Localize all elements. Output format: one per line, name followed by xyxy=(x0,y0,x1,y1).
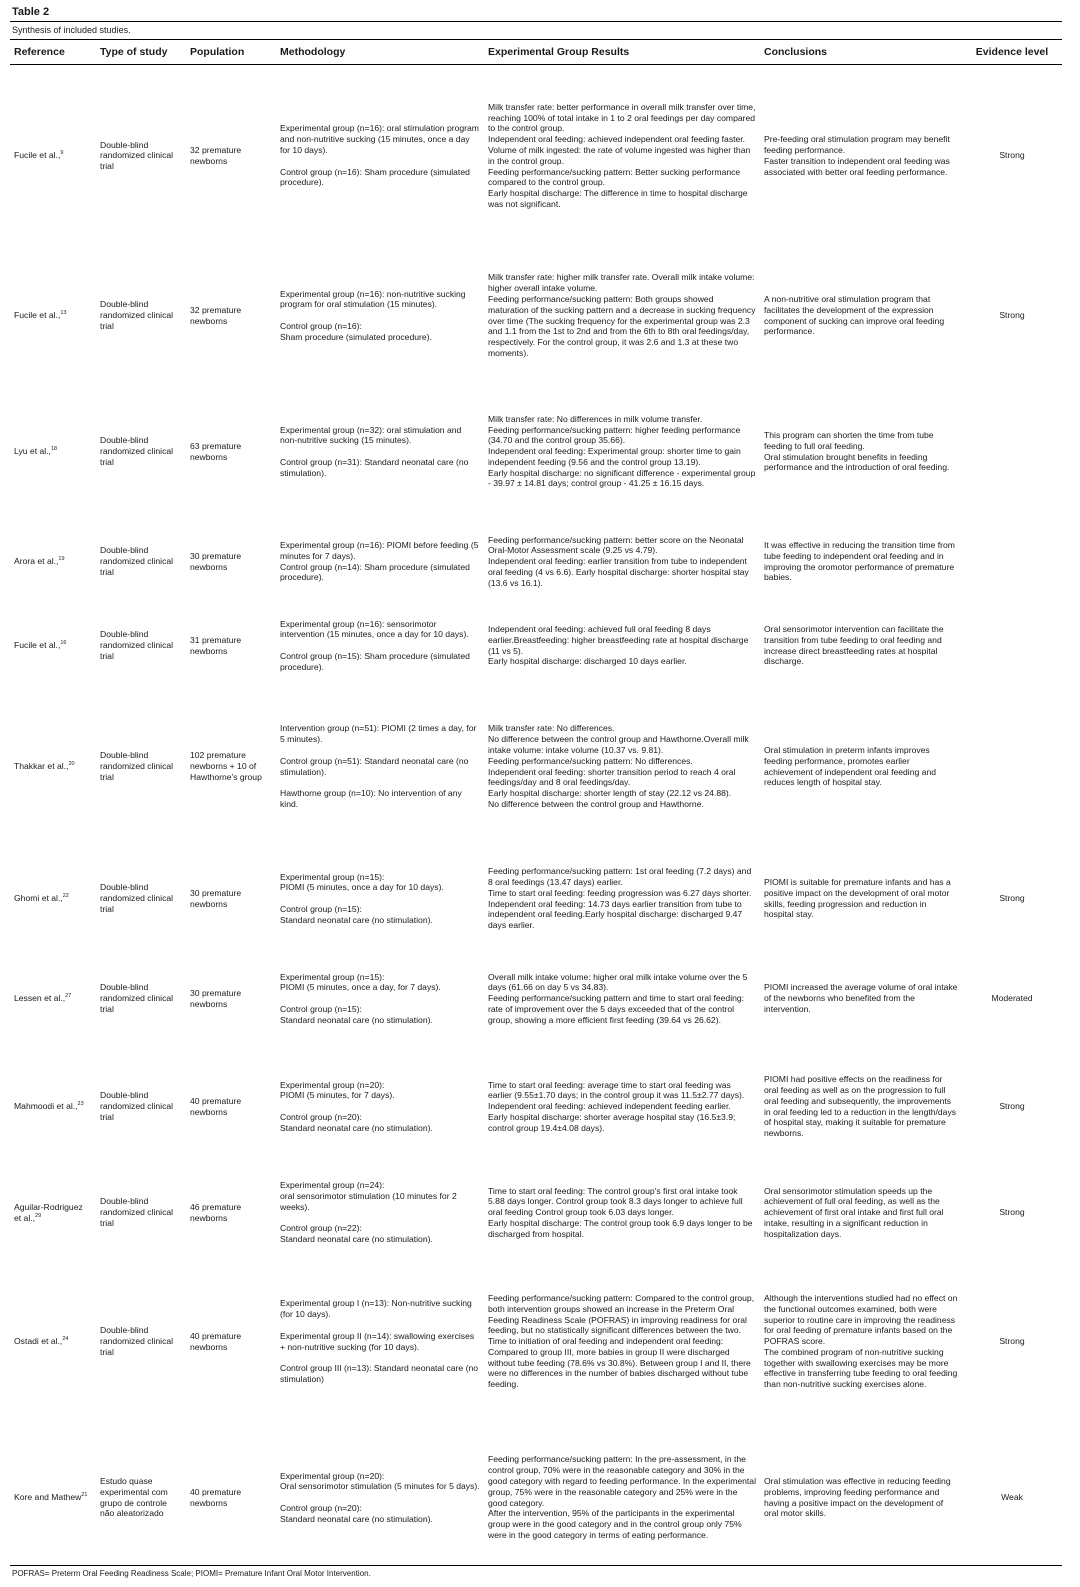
cell-paragraph: PIOMI (5 minutes, for 7 days). xyxy=(280,1090,395,1101)
cell-paragraph: 30 premature newborns xyxy=(190,987,242,1009)
cell-reference: Fucile et al.,$^9$ xyxy=(14,150,64,161)
citation-number: 20 xyxy=(68,761,75,768)
cell-paragraph xyxy=(280,1352,480,1363)
cell-paragraph: Double-blind randomized clinical trial xyxy=(100,435,174,467)
cell-paragraph: No difference between the control group and Hawthorne. xyxy=(488,798,704,809)
cell-paragraph: Experimental group (n=15): xyxy=(280,871,385,882)
cell-paragraph: Feeding performance/sucking pattern: Compared to the control group, both intervention groups showed an increase in the Preterm Oral Feeding Readiness Scale (POFRAS) in improving readiness for oral feeding, but no statistically significant differences between the two. xyxy=(488,1292,755,1336)
cell-paragraph xyxy=(280,156,480,167)
cell-paragraph: Early hospital discharge: The control group took 6.9 days longer to be discharged from hospital. xyxy=(488,1217,753,1239)
cell-population xyxy=(186,247,276,385)
cell-paragraph: Control group (n=15): xyxy=(280,1003,362,1014)
cell-population xyxy=(186,519,276,605)
cell-paragraph xyxy=(280,446,480,457)
cell-evidence-level: Strong xyxy=(999,1207,1025,1218)
citation-number: 29 xyxy=(35,1212,42,1219)
cell-paragraph: Independent oral feeding: achieved independent feeding earlier. xyxy=(488,1101,731,1112)
citation-number: 27 xyxy=(65,993,72,1000)
cell-methodology xyxy=(276,1425,484,1571)
cell-paragraph: Overall milk intake volume: higher oral milk intake volume over the 5 days (61.66 on day 5 vs 34.83). xyxy=(488,971,748,993)
cell-paragraph: Volume of milk ingested: the rate of volume ingested was higher than in the control group. xyxy=(488,144,751,166)
cell-results xyxy=(484,1167,760,1259)
cell-paragraph: A non-nutritive oral stimulation program that facilitates the development of the expression component of sucking can improve oral feeding performance. xyxy=(764,293,945,337)
header-methodology: Methodology xyxy=(276,40,484,65)
cell-paragraph: 40 premature newborns xyxy=(190,1095,242,1117)
table-caption: Synthesis of included studies. xyxy=(12,25,131,35)
cell-paragraph: The combined program of non-nutritive sucking together with swallowing exercises may be more effective in transferring tube feeding to oral feeding than non-nutritive sucking exercises alone. xyxy=(764,1346,958,1390)
cell-evidence-level: Strong xyxy=(999,893,1025,904)
cell-conclusions xyxy=(760,1425,962,1571)
cell-reference: Fucile et al.,$^{16}$ xyxy=(14,640,67,651)
synthesis-table xyxy=(10,40,1062,1571)
cell-paragraph: Feeding performance/sucking pattern and time to start oral feeding: rate of improvement over the 5 days exceeded that of the control group, showing a more efficient first feeding (39.64 vs 26.62). xyxy=(488,993,745,1025)
cell-paragraph: 31 premature newborns xyxy=(190,634,242,656)
cell-paragraph: Early hospital discharge: discharged 10 days earlier. xyxy=(488,656,687,667)
cell-paragraph: Experimental group (n=20): xyxy=(280,1470,385,1481)
cell-paragraph: PIOMI had positive effects on the readiness for oral feeding as well as on the progression to full oral feeding and subsequently, the improvements in oral feeding led to a reduction in the length/days of hospital stay, making it suitable for premature newborns. xyxy=(764,1074,957,1139)
cell-paragraph: Early hospital discharge: shorter length of stay (22.12 vs 24.88). xyxy=(488,788,732,799)
cell-paragraph: Independent oral feeding: Experimental group: shorter time to gain independent feeding (9.56 and the control group 13.19). xyxy=(488,446,741,467)
cell-paragraph: Experimental group (n=32): oral stimulation and non-nutritive sucking (15 minutes). xyxy=(280,424,462,446)
cell-paragraph: Experimental group (n=15): xyxy=(280,971,385,982)
cell-paragraph: Standard neonatal care (no stimulation). xyxy=(280,1014,433,1025)
citation-number: 18 xyxy=(50,446,58,453)
cell-methodology xyxy=(276,1259,484,1425)
cell-paragraph: Control group (n=16): xyxy=(280,320,362,331)
cell-paragraph: 102 premature newborns + 10 of Hawthorne's group xyxy=(190,750,262,782)
cell-methodology xyxy=(276,847,484,951)
cell-paragraph xyxy=(280,1492,480,1503)
cell-evidence-level: Strong xyxy=(999,150,1025,161)
cell-methodology xyxy=(276,605,484,687)
cell-paragraph: PIOMI increased the average volume of oral intake of the newborns who benefited from the intervention. xyxy=(764,982,958,1014)
cell-type-of-study xyxy=(96,519,186,605)
cell-population xyxy=(186,951,276,1047)
cell-reference: Lyu et al.,$^{18}$ xyxy=(14,446,58,457)
header-conclusions: Conclusions xyxy=(760,40,962,65)
cell-population xyxy=(186,1167,276,1259)
cell-paragraph: Experimental group (n=20): xyxy=(280,1079,385,1090)
cell-paragraph: Feeding performance/sucking pattern: higher feeding performance (34.70 and the control group 35.66). xyxy=(488,424,741,446)
footnote: POFRAS= Preterm Oral Feeding Readiness Scale; PIOMI= Premature Infant Oral Motor Intervention. xyxy=(12,1569,371,1578)
cell-results xyxy=(484,247,760,385)
cell-paragraph: Feeding performance/sucking pattern: In the pre-assessment, in the control group, 70% were in the reasonable category and 30% in the good category with regard to feeding performance. In the experimental group, 75% were in the reasonable category and 25% were in the good category. xyxy=(488,1454,756,1508)
cell-paragraph: Milk transfer rate: higher milk transfer rate. Overall milk intake volume: higher overall intake volume. xyxy=(488,272,755,294)
cell-paragraph: It was effective in reducing the transition time from tube feeding to independent oral feeding and in improving the oromotor performance of premature babies. xyxy=(764,539,955,583)
cell-paragraph: 30 premature newborns xyxy=(190,550,242,572)
cell-results xyxy=(484,519,760,605)
cell-paragraph: Double-blind randomized clinical trial xyxy=(100,139,174,172)
cell-conclusions xyxy=(760,385,962,519)
cell-paragraph: PIOMI (5 minutes, once a day, for 7 days). xyxy=(280,982,441,993)
cell-paragraph xyxy=(280,310,480,321)
cell-paragraph: Control group (n=31): Standard neonatal care (no stimulation). xyxy=(280,456,469,478)
cell-paragraph: Faster transition to independent oral feeding was associated with better oral feeding performance. xyxy=(764,155,950,177)
cell-paragraph: Control group (n=20): xyxy=(280,1111,362,1122)
cell-paragraph xyxy=(280,993,480,1004)
cell-reference: Mahmoodi et al.,$^{23}$ xyxy=(14,1101,84,1112)
header-reference: Reference xyxy=(10,40,96,65)
cell-paragraph: Control group III (n=13): Standard neonatal care (no stimulation) xyxy=(280,1363,479,1384)
cell-conclusions xyxy=(760,1047,962,1167)
table-row xyxy=(10,519,1062,605)
cell-reference: Fucile et al.,$^{13}$ xyxy=(14,310,67,321)
cell-paragraph: Double-blind randomized clinical trial xyxy=(100,299,174,331)
citation-number: 22 xyxy=(62,893,69,900)
top-rule xyxy=(10,21,1062,22)
cell-paragraph: Control group (n=15): xyxy=(280,903,362,914)
cell-evidence-level: Weak xyxy=(1001,1492,1023,1503)
cell-conclusions xyxy=(760,65,962,247)
cell-paragraph: Oral stimulation brought benefits in feeding performance and the introduction of oral feeding. xyxy=(764,451,950,473)
header-population: Population xyxy=(186,40,276,65)
cell-paragraph: 40 premature newborns xyxy=(190,1486,242,1508)
cell-results xyxy=(484,65,760,247)
citation-number: 21 xyxy=(81,1492,88,1499)
cell-paragraph: Independent oral feeding: earlier transition from tube to independent oral feeding (4 vs 6.6). Early hospital discharge: shorter hospital stay (13.6 vs 16.1). xyxy=(488,556,749,588)
cell-conclusions xyxy=(760,951,962,1047)
cell-evidence-level xyxy=(962,519,1062,605)
cell-paragraph: Independent oral feeding: 14.73 days earlier transition from tube to independent oral feeding.Early hospital discharge: discharged 9.47 days earlier. xyxy=(488,898,743,931)
cell-conclusions xyxy=(760,1167,962,1259)
cell-paragraph: Standard neonatal care (no stimulation). xyxy=(280,914,433,925)
cell-paragraph: Time to initiation of oral feeding and independent oral feeding: Compared to group III, more babies in group II were discharged without tube feeding (78.6% vs 30.8%). Between group I and II, there were no differences in the number of babies discharged without tube feeding. xyxy=(488,1336,751,1390)
cell-reference: Thakkar et al.,$^{20}$ xyxy=(14,761,75,772)
cell-evidence-level: Strong xyxy=(999,1336,1025,1347)
cell-methodology xyxy=(276,1047,484,1167)
cell-paragraph: Oral sensorimotor stimulation (5 minutes for 5 days). xyxy=(280,1481,480,1492)
cell-paragraph: Standard neonatal care (no stimulation). xyxy=(280,1122,433,1133)
table-row xyxy=(10,385,1062,519)
cell-paragraph: 32 premature newborns xyxy=(190,304,242,326)
header-evidence-level: Evidence level xyxy=(962,40,1062,65)
header-type-of-study: Type of study xyxy=(96,40,186,65)
cell-type-of-study xyxy=(96,1047,186,1167)
cell-paragraph: Sham procedure (simulated procedure). xyxy=(280,331,432,342)
cell-paragraph: Time to start oral feeding: The control group's first oral intake took 5.88 days longer. Control group took 8.3 days longer to achieve full oral feeding Control group took 6.03 days longer. xyxy=(488,1185,743,1218)
cell-paragraph: Experimental group (n=16): PIOMI before feeding (5 minutes for 7 days). xyxy=(280,539,479,561)
cell-paragraph: Standard neonatal care (no stimulation). xyxy=(280,1513,433,1524)
table-row xyxy=(10,1167,1062,1259)
cell-paragraph: Experimental group (n=24): xyxy=(280,1180,385,1191)
cell-reference: Aguilar-Rodriguez et al.,$^{29}$ xyxy=(14,1201,83,1223)
cell-methodology xyxy=(276,519,484,605)
cell-reference: Kore and Mathew$^{21}$ xyxy=(14,1492,88,1503)
cell-paragraph: oral sensorimotor stimulation (10 minutes for 2 weeks). xyxy=(280,1190,457,1212)
cell-paragraph: Although the interventions studied had no effect on the functional outcomes examined, both were superior to routine care in improving the readiness for oral feeding of premature infants based on the POFRAS score. xyxy=(764,1292,958,1347)
cell-paragraph: Control group (n=51): Standard neonatal care (no stimulation). xyxy=(280,755,469,777)
cell-paragraph: Early hospital discharge: The difference in time to hospital discharge was not significant. xyxy=(488,188,748,209)
cell-paragraph xyxy=(280,745,480,756)
cell-paragraph: Early hospital discharge: no significant difference - experimental group - 39.97 ± 14.81 days; control group - 41.25 ± 16.15 days. xyxy=(488,467,756,489)
table-row xyxy=(10,951,1062,1047)
cell-paragraph: Pre-feeding oral stimulation program may benefit feeding performance. xyxy=(764,134,950,155)
table-row xyxy=(10,1425,1062,1571)
cell-results xyxy=(484,687,760,847)
cell-conclusions xyxy=(760,1259,962,1425)
table-body xyxy=(10,65,1062,1571)
cell-results xyxy=(484,847,760,951)
cell-results xyxy=(484,951,760,1047)
citation-number: 19 xyxy=(58,556,65,563)
cell-paragraph: Independent oral feeding: shorter transition period to reach 4 oral feedings/day and 8 oral feedings/day. xyxy=(488,766,736,788)
cell-paragraph xyxy=(280,640,480,651)
cell-methodology xyxy=(276,951,484,1047)
cell-paragraph: 46 premature newborns xyxy=(190,1201,242,1223)
cell-type-of-study xyxy=(96,247,186,385)
cell-methodology xyxy=(276,247,484,385)
cell-population xyxy=(186,1047,276,1167)
cell-paragraph: Oral sensorimotor stimulation speeds up the achievement of full oral feeding, as well as the achievement of first oral intake and first full oral intake, resulting in a significant reduction in hospitalization days. xyxy=(764,1185,944,1239)
cell-paragraph: 63 premature newborns xyxy=(190,440,242,462)
cell-paragraph: Experimental group (n=16): sensorimotor intervention (15 minutes, once a day for 10 days). xyxy=(280,618,469,640)
cell-evidence-level xyxy=(962,605,1062,687)
cell-type-of-study xyxy=(96,847,186,951)
cell-paragraph xyxy=(280,1213,480,1224)
cell-paragraph: Double-blind randomized clinical trial xyxy=(100,1196,174,1228)
cell-reference: Ostadi et al.,$^{24}$ xyxy=(14,1336,69,1347)
cell-paragraph: Experimental group (n=16): oral stimulation program and non-nutritive sucking (15 minutes, once a day for 10 days). xyxy=(280,123,479,155)
cell-paragraph xyxy=(280,893,480,904)
cell-paragraph: Independent oral feeding: achieved full oral feeding 8 days earlier.Breastfeeding: higher breastfeeding rate at hospital discharge (11 vs 5). xyxy=(488,623,749,656)
cell-paragraph xyxy=(280,1320,480,1331)
cell-population xyxy=(186,1425,276,1571)
cell-paragraph: Time to start oral feeding: feeding progression was 6.27 days shorter. xyxy=(488,887,752,898)
cell-evidence-level: Moderated xyxy=(991,993,1033,1004)
cell-paragraph: Hawthorne group (n=10): No intervention of any kind. xyxy=(280,788,462,809)
header-results: Experimental Group Results xyxy=(484,40,760,65)
cell-population xyxy=(186,385,276,519)
cell-paragraph: Control group (n=22): xyxy=(280,1223,362,1234)
cell-paragraph: Oral stimulation was effective in reducing feeding problems, improving feeding performance and having a positive impact on the development of oral motor skills. xyxy=(764,1475,951,1519)
cell-paragraph: Oral stimulation in preterm infants improves feeding performance, promotes earlier achievement of independent oral feeding and reduces length of hospital stay. xyxy=(764,744,937,788)
table-row xyxy=(10,1259,1062,1425)
cell-conclusions xyxy=(760,687,962,847)
cell-type-of-study xyxy=(96,1259,186,1425)
citation-number: 16 xyxy=(60,640,67,647)
cell-methodology xyxy=(276,65,484,247)
cell-paragraph: Double-blind randomized clinical trial xyxy=(100,750,174,782)
table-row xyxy=(10,247,1062,385)
cell-type-of-study xyxy=(96,65,186,247)
cell-paragraph: Control group (n=14): Sham procedure (simulated procedure). xyxy=(280,561,470,583)
cell-paragraph xyxy=(280,1101,480,1112)
cell-conclusions xyxy=(760,247,962,385)
cell-methodology xyxy=(276,687,484,847)
table-row xyxy=(10,605,1062,687)
table-row xyxy=(10,687,1062,847)
cell-paragraph: PIOMI (5 minutes, once a day for 10 days). xyxy=(280,882,444,893)
cell-paragraph: 40 premature newborns xyxy=(190,1330,242,1352)
cell-type-of-study xyxy=(96,687,186,847)
footnote-rule xyxy=(10,1565,1062,1566)
cell-conclusions xyxy=(760,605,962,687)
cell-paragraph: Experimental group (n=16): non-nutritive sucking program for oral stimulation (15 minutes). xyxy=(280,288,466,310)
cell-paragraph: Double-blind randomized clinical trial xyxy=(100,629,174,661)
cell-paragraph: 30 premature newborns xyxy=(190,887,242,909)
cell-paragraph: Standard neonatal care (no stimulation). xyxy=(280,1234,433,1245)
cell-population xyxy=(186,847,276,951)
cell-paragraph: No difference between the control group and Hawthorne.Overall milk intake volume: intake volume (10.37 vs. 9.81). xyxy=(488,734,749,755)
cell-reference: Ghomi et al.,$^{22}$ xyxy=(14,893,69,904)
cell-evidence-level: Strong xyxy=(999,310,1025,321)
cell-paragraph: Control group (n=20): xyxy=(280,1502,362,1513)
cell-paragraph: Experimental group II (n=14): swallowing exercises + non-nutritive sucking (for 10 days). xyxy=(280,1330,475,1352)
cell-population xyxy=(186,687,276,847)
cell-paragraph: Double-blind randomized clinical trial xyxy=(100,882,174,914)
cell-paragraph: Milk transfer rate: No differences in milk volume transfer. xyxy=(488,413,703,424)
cell-population xyxy=(186,1259,276,1425)
cell-paragraph: Double-blind randomized clinical trial xyxy=(100,1325,174,1357)
cell-methodology xyxy=(276,385,484,519)
cell-type-of-study xyxy=(96,385,186,519)
cell-paragraph: Oral sensorimotor intervention can facilitate the transition from tube feeding to oral feeding and increase direct breastfeeding rates at hospital discharge. xyxy=(764,623,944,667)
citation-number: 9 xyxy=(60,150,64,157)
cell-conclusions xyxy=(760,847,962,951)
citation-number: 24 xyxy=(62,1336,69,1343)
cell-paragraph: Experimental group I (n=13): Non-nutritive sucking (for 10 days). xyxy=(280,1298,472,1320)
table-row xyxy=(10,65,1062,247)
cell-paragraph: Milk transfer rate: better performance in overall milk transfer over time, reaching 100% of total intake in 1 to 2 oral feedings per day compared to the control group. xyxy=(488,101,756,134)
cell-paragraph: Feeding performance/sucking pattern: No differences. xyxy=(488,755,693,766)
cell-reference: Arora et al.,$^{19}$ xyxy=(14,556,65,567)
cell-paragraph: Double-blind randomized clinical trial xyxy=(100,982,174,1014)
cell-paragraph: PIOMI is suitable for premature infants and has a positive impact on the development of oral motor skills, feeding progression and reduction in hospital stay. xyxy=(764,876,951,920)
cell-type-of-study xyxy=(96,951,186,1047)
cell-results xyxy=(484,385,760,519)
cell-conclusions xyxy=(760,519,962,605)
cell-paragraph: Early hospital discharge: shorter average hospital stay (16.5±3.9; control group 19.4±4.08 days). xyxy=(488,1111,736,1133)
cell-type-of-study xyxy=(96,1425,186,1571)
cell-results xyxy=(484,1425,760,1571)
cell-paragraph: Feeding performance/sucking pattern: 1st oral feeding (7.2 days) and 8 oral feedings (13.47 days) earlier. xyxy=(488,866,752,887)
table-row xyxy=(10,847,1062,951)
cell-type-of-study xyxy=(96,1167,186,1259)
cell-results xyxy=(484,1047,760,1167)
cell-paragraph xyxy=(280,777,480,788)
cell-paragraph: This program can shorten the time from tube feeding to full oral feeding. xyxy=(764,429,934,451)
cell-paragraph: Feeding performance/sucking pattern: Better sucking performance compared to the control group. xyxy=(488,166,741,188)
cell-paragraph: Milk transfer rate: No differences. xyxy=(488,723,615,734)
cell-paragraph: Double-blind randomized clinical trial xyxy=(100,545,174,577)
cell-type-of-study xyxy=(96,605,186,687)
cell-evidence-level xyxy=(962,385,1062,519)
cell-paragraph: Feeding performance/sucking pattern: Both groups showed maturation of the sucking pattern and a decrease in sucking frequency over time (The sucking frequency for the experimental group was 2.3 and 1.1 from the 1st to 2nd and from the 6th to 8th oral feedings/day, respectively. For the control group, it was 2.6 and 1.3 at these two moments). xyxy=(488,293,756,358)
cell-methodology xyxy=(276,1167,484,1259)
cell-paragraph: Feeding performance/sucking pattern: better score on the Neonatal Oral-Motor Assessment scale (9.25 vs 4.79). xyxy=(488,534,744,556)
cell-evidence-level: Strong xyxy=(999,1101,1025,1112)
citation-number: 13 xyxy=(60,310,67,317)
cell-paragraph: Time to start oral feeding: average time to start oral feeding was earlier (9.55±1.70 days; in the control group it was 11.5±2.77 days). xyxy=(488,1079,745,1101)
cell-population xyxy=(186,65,276,247)
cell-paragraph: Control group (n=16): Sham procedure (simulated procedure). xyxy=(280,166,470,188)
cell-paragraph: Intervention group (n=51): PIOMI (2 times a day, for 5 minutes). xyxy=(280,723,477,745)
cell-population xyxy=(186,605,276,687)
table-row xyxy=(10,1047,1062,1167)
table-header-row xyxy=(10,40,1062,65)
cell-paragraph: 32 premature newborns xyxy=(190,144,242,166)
cell-results xyxy=(484,605,760,687)
cell-paragraph: After the intervention, 95% of the participants in the experimental group were in the good category and in the control group only 75% were in the good category in terms of eating performance. xyxy=(488,1508,742,1540)
cell-evidence-level xyxy=(962,687,1062,847)
cell-reference: Lessen et al.,$^{27}$ xyxy=(14,993,72,1004)
cell-paragraph: Estudo quase experimental com grupo de controle não aleatorizado xyxy=(100,1475,168,1519)
cell-paragraph: Double-blind randomized clinical trial xyxy=(100,1090,174,1122)
table-title: Table 2 xyxy=(12,6,50,18)
citation-number: 23 xyxy=(77,1101,84,1108)
cell-paragraph: Independent oral feeding: achieved independent oral feeding faster. xyxy=(488,134,746,145)
cell-paragraph: Control group (n=15): Sham procedure (simulated procedure). xyxy=(280,650,470,672)
cell-results xyxy=(484,1259,760,1425)
